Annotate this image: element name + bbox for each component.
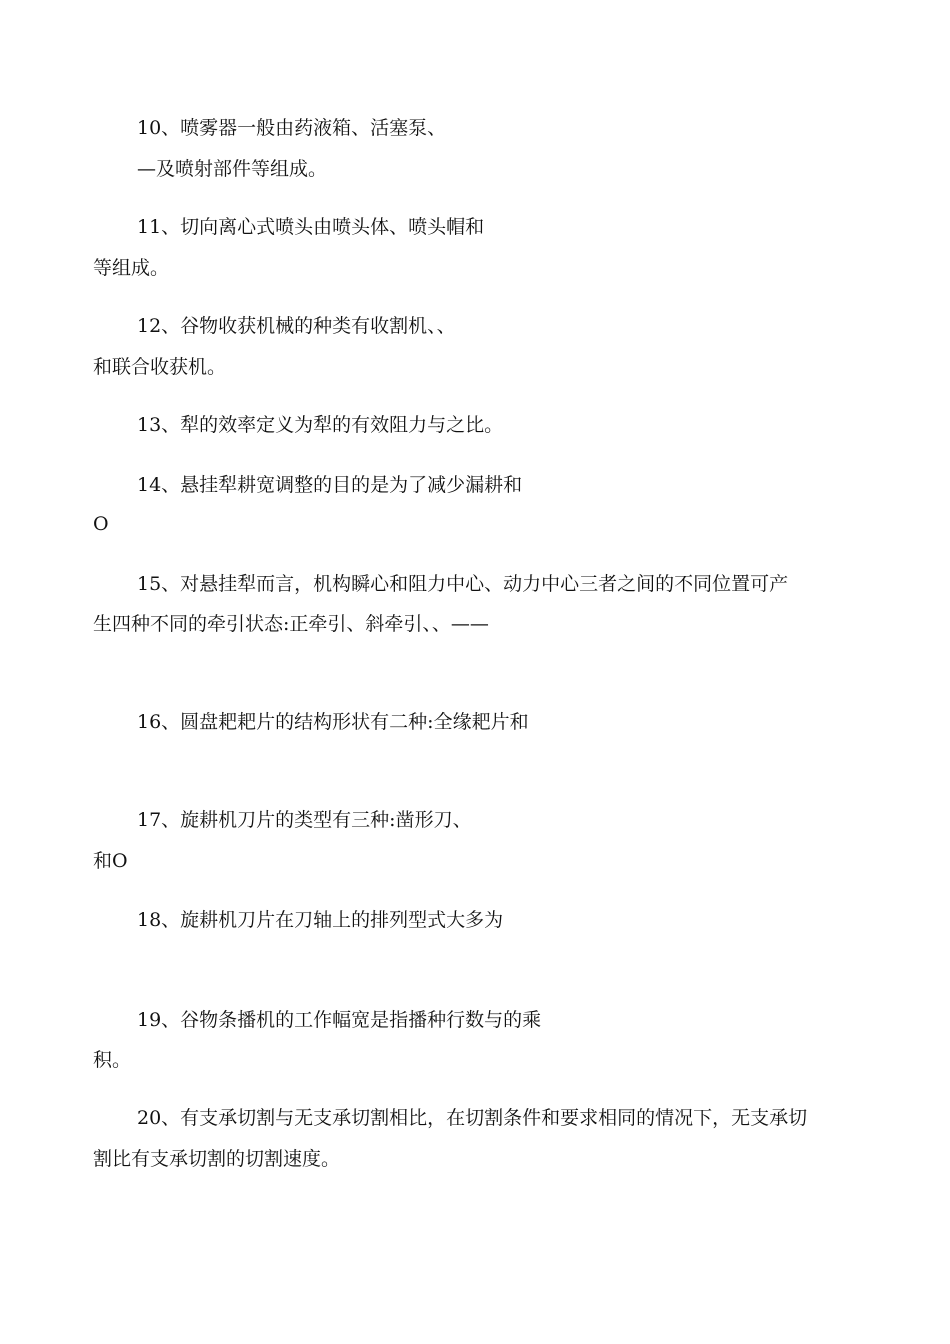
- question-16-line-1: 16、圆盘耙耙片的结构形状有二种:全缘耙片和: [137, 711, 529, 733]
- question-10-line-2: —及喷射部件等组成。: [137, 158, 328, 180]
- question-19-line-1: 19、谷物条播机的工作幅宽是指播种行数与的乘: [137, 1009, 542, 1031]
- question-13-line-1: 13、犁的效率定义为犁的有效阻力与之比。: [137, 414, 504, 436]
- question-15-line-1: 15、对悬挂犁而言，机构瞬心和阻力中心、动力中心三者之间的不同位置可产: [137, 573, 789, 595]
- question-11-line-2: 等组成。: [93, 257, 170, 279]
- question-14-line-2: O: [93, 513, 109, 535]
- question-17-line-2: 和O: [93, 850, 128, 872]
- question-15-line-2: 生四种不同的牵引状态:正牵引、斜牵引、、——: [93, 613, 489, 635]
- question-10-line-1: 10、喷雾器一般由药液箱、活塞泵、: [137, 117, 447, 139]
- question-20-line-2: 割比有支承切割的切割速度。: [93, 1148, 341, 1170]
- question-20-line-1: 20、有支承切割与无支承切割相比，在切割条件和要求相同的情况下，无支承切: [137, 1107, 808, 1129]
- question-12-line-2: 和联合收获机。: [93, 356, 227, 378]
- question-18-line-1: 18、旋耕机刀片在刀轴上的排列型式大多为: [137, 909, 504, 931]
- question-12-line-1: 12、谷物收获机械的种类有收割机、、: [137, 315, 456, 337]
- question-11-line-1: 11、切向离心式喷头由喷头体、喷头帽和: [137, 216, 485, 238]
- question-19-line-2: 积。: [93, 1049, 132, 1071]
- question-14-line-1: 14、悬挂犁耕宽调整的目的是为了减少漏耕和: [137, 474, 523, 496]
- question-17-line-1: 17、旋耕机刀片的类型有三种:凿形刀、: [137, 809, 472, 831]
